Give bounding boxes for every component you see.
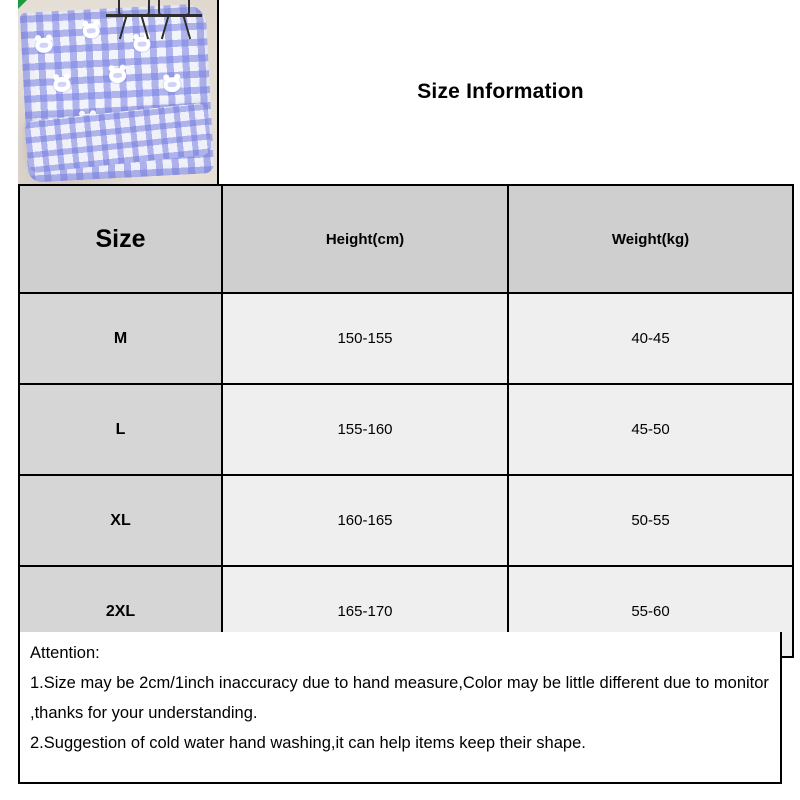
bear-motif-icon <box>109 68 127 84</box>
cell-weight: 40-45 <box>508 293 793 384</box>
title-cell <box>217 0 782 184</box>
header-band <box>18 0 782 184</box>
hanger-icon <box>158 0 190 16</box>
cell-size: L <box>19 384 222 475</box>
header-size: Size <box>19 185 222 293</box>
cell-height: 160-165 <box>222 475 508 566</box>
attention-note-1: 1.Size may be 2cm/1inch inaccuracy due to hand measure,Color may be little different due to monitor ,thanks for your understanding. <box>30 674 769 722</box>
page-title: Size Information <box>417 80 584 103</box>
cell-height: 155-160 <box>222 384 508 475</box>
cell-weight: 45-50 <box>508 384 793 475</box>
green-corner-marker <box>18 0 27 9</box>
attention-heading: Attention: <box>30 644 100 662</box>
rack-leg <box>140 14 149 40</box>
attention-block <box>18 632 782 784</box>
cell-size: M <box>19 293 222 384</box>
cell-size: XL <box>19 475 222 566</box>
cell-weight: 50-55 <box>508 475 793 566</box>
attention-note-2: 2.Suggestion of cold water hand washing,it can help items keep their shape. <box>30 734 586 752</box>
cell-height: 150-155 <box>222 293 508 384</box>
rack-leg <box>119 14 128 40</box>
header-height: Height(cm) <box>222 185 508 293</box>
size-table <box>18 184 794 658</box>
table-row <box>19 293 793 384</box>
rack-leg <box>182 14 191 40</box>
table-row <box>19 475 793 566</box>
rack-leg <box>161 14 170 40</box>
bear-motif-icon <box>35 37 53 53</box>
bear-motif-icon <box>82 23 100 39</box>
header-weight: Weight(kg) <box>508 185 793 293</box>
bear-motif-icon <box>163 77 181 93</box>
bear-motif-icon <box>53 76 71 92</box>
table-row <box>19 384 793 475</box>
table-header-row <box>19 185 793 293</box>
clothes-rack-icon <box>106 0 202 44</box>
cell-height: 165-170 <box>222 566 508 657</box>
hanger-icon <box>118 0 150 16</box>
cell-weight: 55-60 <box>508 566 793 657</box>
product-photo <box>18 0 217 184</box>
cell-size: 2XL <box>19 566 222 657</box>
